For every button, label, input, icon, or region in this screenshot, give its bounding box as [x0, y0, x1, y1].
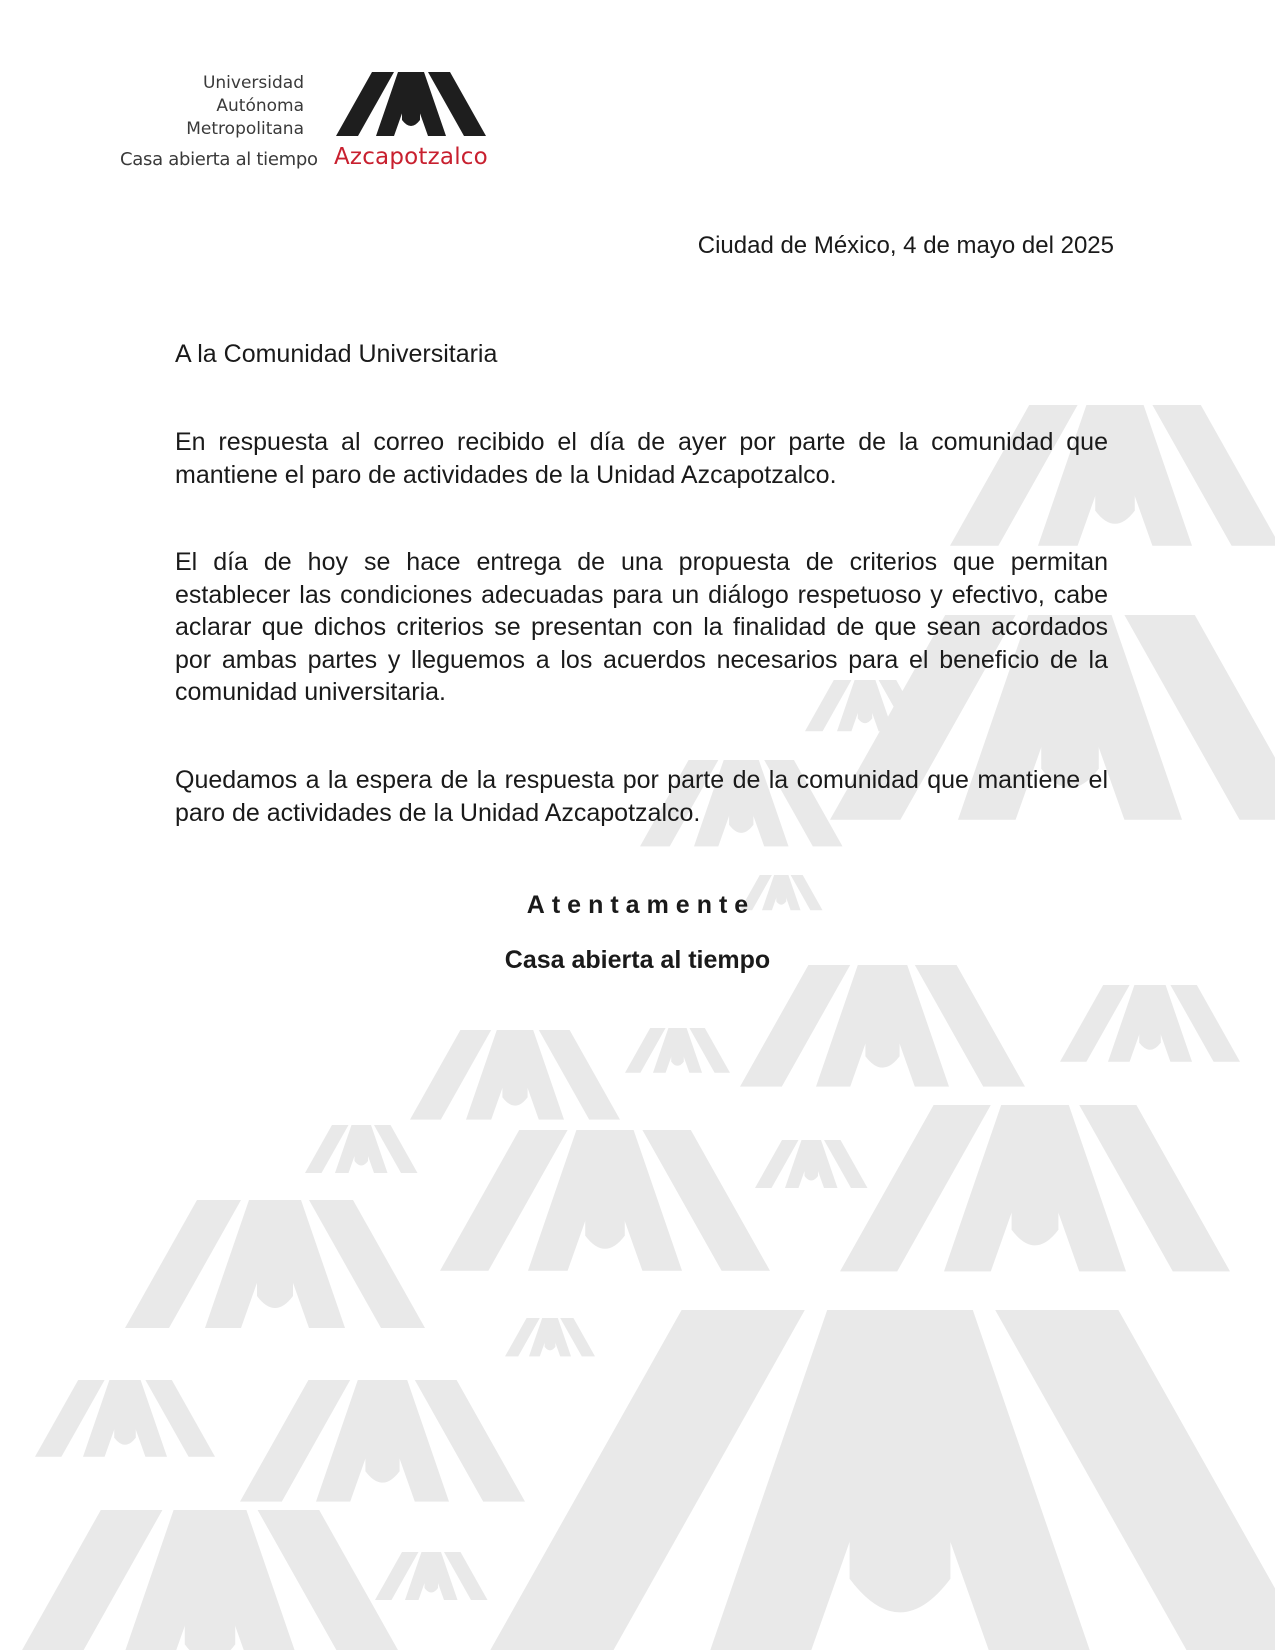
institution-name-line-2: Autónoma — [216, 96, 304, 116]
institution-name-line-3: Metropolitana — [186, 119, 304, 139]
logo-tagline: Casa abierta al tiempo — [120, 149, 318, 170]
institution-name-line-1: Universidad — [202, 73, 304, 93]
letter-paragraph-2: El día de hoy se hace entrega de una propuesta de criterios que permitan establecer las condiciones adecuadas para un diálogo respetuoso y efectivo, cabe aclarar que dichos criterios se presentan con la finalidad de que sean acordados por ambas partes y lleguemos a los acuerdos necesarios para el beneficio de la comunidad universitaria. — [175, 548, 1108, 706]
letter-closing: Atentamente — [526, 891, 756, 919]
letter-paragraph-1: En respuesta al correo recibido el día de ayer por parte de la comunidad que mantiene el paro de actividades de la Unidad Azcapotzalco. — [175, 428, 1108, 489]
logo-unit-name: Azcapotzalco — [334, 144, 488, 170]
letter-date: Ciudad de México, 4 de mayo del 2025 — [697, 232, 1114, 259]
letter-motto: Casa abierta al tiempo — [504, 946, 771, 974]
letter-salutation: A la Comunidad Universitaria — [175, 340, 498, 368]
letter-paragraph-3: Quedamos a la espera de la respuesta por parte de la comunidad que mantiene el paro de actividades de la Unidad Azcapotzalco. — [175, 766, 1108, 827]
